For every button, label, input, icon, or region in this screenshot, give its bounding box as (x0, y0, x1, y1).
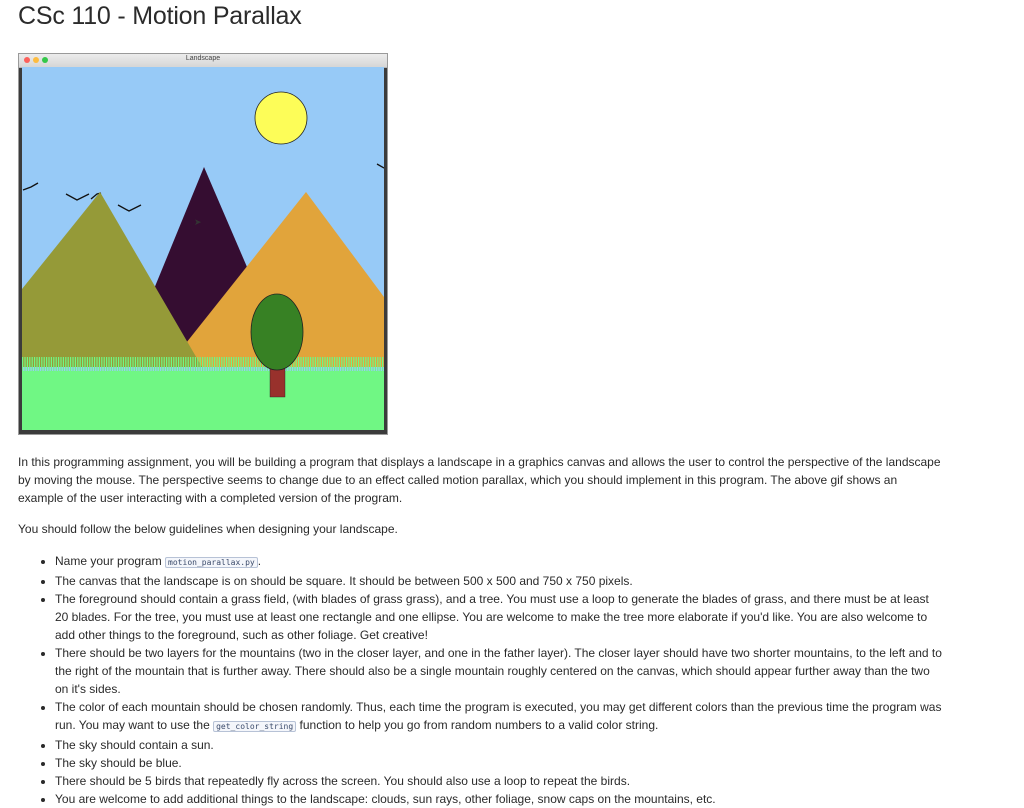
grass-blade (171, 357, 172, 372)
grass-blade (149, 357, 150, 372)
grass-blade (219, 357, 220, 372)
grass-blade (120, 357, 121, 372)
grass-blade (224, 357, 225, 372)
list-item: • The sky should be blue. (55, 754, 943, 772)
grass-blade (116, 357, 117, 372)
grass-blade (190, 357, 191, 372)
grass-blade (315, 357, 316, 372)
grass-blade (142, 357, 143, 372)
grass-blade (228, 357, 229, 372)
grass-blade (243, 357, 244, 372)
grass-blade (173, 357, 174, 372)
grass-field (22, 371, 384, 430)
list-item: • The foreground should contain a grass field, (with blades of grass grass), and a tree. You must use a loop to generate the blades of grass, and there must be at least 20 blades. For the tree, you must use at least one rectangle and one ellipse. You are welcome to make the tree more elaborate if you'd like. You are also welcome to add other things to the foreground, such as other foliage. Get creative! (55, 590, 943, 644)
grass-blade (56, 357, 57, 372)
grass-blade (308, 357, 309, 372)
grass-blade (106, 357, 107, 372)
grass-blade (36, 357, 37, 372)
grass-blade (130, 357, 131, 372)
grass-blade (238, 357, 239, 372)
grass-blade (310, 357, 311, 372)
grass-blade (363, 357, 364, 372)
grass-blade (178, 357, 179, 372)
grass-blade (94, 357, 95, 372)
grass-blade (356, 357, 357, 372)
grass-blade (360, 357, 361, 372)
grass-blade (334, 357, 335, 372)
grass-blade (317, 357, 318, 372)
mouse-cursor-icon: ➤ (194, 217, 202, 227)
grass-blade (128, 357, 129, 372)
grass-blade (365, 357, 366, 372)
grass-blade (231, 357, 232, 372)
grass-blade (46, 357, 47, 372)
list-item (55, 698, 943, 736)
grass-blade (346, 357, 347, 372)
list-item-text: Name your program (55, 554, 166, 568)
grass-blade (92, 357, 93, 372)
guidelines-intro: You should follow the below guidelines when designing your landscape. (18, 522, 398, 536)
grass-blade (63, 357, 64, 372)
grass-blade (39, 357, 40, 372)
grass-blade (118, 357, 119, 372)
assignment-description (18, 453, 943, 808)
grass-blade (250, 357, 251, 372)
grass-blade (65, 357, 66, 372)
window-title: Landscape (185, 55, 221, 62)
grass-blade (339, 357, 340, 372)
grass-blade (140, 357, 141, 372)
grass-blade (322, 357, 323, 372)
grass-blade (113, 357, 114, 372)
grass-blade (180, 357, 181, 372)
list-item: • The sky should contain a sun. (55, 736, 943, 754)
grass-blade (209, 357, 210, 372)
grass-blade (53, 357, 54, 372)
list-item: • The canvas that the landscape is on should be square. It should be between 500 x 500 and 750 x 750 pixels. (55, 572, 943, 590)
grass-blade (32, 357, 33, 372)
sun (255, 92, 307, 144)
grass-blade (216, 357, 217, 372)
grass-blade (200, 357, 201, 372)
grass-blade (132, 357, 133, 372)
grass-blade (123, 357, 124, 372)
list-item-text: . (257, 554, 262, 568)
list-item: • There should be 5 birds that repeatedly fly across the screen. You should also use a loop to repeat the birds. (55, 772, 943, 790)
grass-blade (207, 357, 208, 372)
grass-blade (58, 357, 59, 372)
grass-blade (60, 357, 61, 372)
list-item: • You are welcome to add additional things to the landscape: clouds, sun rays, other foliage, snow caps on the mountains, etc. (55, 790, 943, 808)
grass-blade (144, 357, 145, 372)
grass-blade (137, 357, 138, 372)
grass-blade (305, 357, 306, 372)
grass-blade (348, 357, 349, 372)
landscape-canvas[interactable] (22, 67, 384, 430)
grass-blade (48, 357, 49, 372)
grass-blade (99, 357, 100, 372)
grass-blade (108, 357, 109, 372)
grass-blade (89, 357, 90, 372)
grass-blade (96, 357, 97, 372)
grass-blade (104, 357, 105, 372)
list-item-text: The color of each mountain should be chosen randomly. Thus, each time the program is executed, you may get different colors than the previous time the program was run. You may want to use the (55, 700, 942, 732)
grass-blade (84, 357, 85, 372)
grass-blade (327, 357, 328, 372)
grass-blade (75, 357, 76, 372)
grass-blade (24, 357, 25, 372)
grass-blade (336, 357, 337, 372)
grass-blade (70, 357, 71, 372)
grass-blade (221, 357, 222, 372)
grass-blade (41, 357, 42, 372)
list-item-text: function to help you go from random numbers to a valid color string. (296, 718, 659, 732)
grass-blade (236, 357, 237, 372)
grass-blade (240, 357, 241, 372)
grass-blade (27, 357, 28, 372)
grass-blade (87, 357, 88, 372)
grass-blade (29, 357, 30, 372)
grass-blade (375, 357, 376, 372)
grass-blade (164, 357, 165, 372)
list-item: • There should be two layers for the mountains (two in the closer layer, and one in the father layer). The closer layer should have two shorter mountains, to the left and to the right of the mountain that is further away. There should also be a single mountain roughly centered on the canvas, which should appear further away than the two on it's sides. (55, 644, 943, 698)
grass-blade (204, 357, 205, 372)
grass-blade (135, 357, 136, 372)
grass-blade (34, 357, 35, 372)
grass-blade (358, 357, 359, 372)
grass-blade (161, 357, 162, 372)
grass-blade (156, 357, 157, 372)
grass-blade (188, 357, 189, 372)
grass-blade (303, 357, 304, 372)
grass-blade (152, 357, 153, 372)
function-code: get_color_string (213, 721, 296, 732)
grass-blade (368, 357, 369, 372)
grass-blade (185, 357, 186, 372)
grass-blade (351, 357, 352, 372)
grass-blade (248, 357, 249, 372)
grass-blade (101, 357, 102, 372)
grass-blade (159, 357, 160, 372)
grass-blade (300, 357, 301, 372)
guidelines-list (18, 552, 943, 808)
grass-blade (353, 357, 354, 372)
grass-blade (111, 357, 112, 372)
grass-blade (226, 357, 227, 372)
grass-blade (380, 357, 381, 372)
grass-blade (377, 357, 378, 372)
grass-blade (154, 357, 155, 372)
grass-blade (51, 357, 52, 372)
window-titlebar[interactable] (19, 54, 387, 68)
grass-blade (72, 357, 73, 372)
grass-blade (168, 357, 169, 372)
grass-blade (312, 357, 313, 372)
grass-blade (68, 357, 69, 372)
grass-blade (212, 357, 213, 372)
grass-blade (298, 357, 299, 372)
grass-blade (233, 357, 234, 372)
grass-blade (166, 357, 167, 372)
grass-blade (147, 357, 148, 372)
grass-blade (382, 357, 383, 372)
grass-blade (255, 357, 256, 372)
tree-top (251, 294, 303, 370)
intro-paragraph: In this programming assignment, you will be building a program that displays a landscape in a graphics canvas and allows the user to control the perspective of the landscape by moving the mouse. The perspective seems to change due to an effect called motion parallax, which you should implement in this program. The above gif shows an example of the user interacting with a completed version of the program. (18, 455, 941, 505)
grass-blade (125, 357, 126, 372)
page-title: CSc 110 - Motion Parallax (18, 2, 302, 30)
grass-blade (192, 357, 193, 372)
grass-blade (22, 357, 23, 372)
landscape-window (18, 53, 388, 435)
grass-blade (245, 357, 246, 372)
grass-blade (257, 357, 258, 372)
grass-blade (195, 357, 196, 372)
grass-blade (329, 357, 330, 372)
grass-blade (183, 357, 184, 372)
grass-blade (176, 357, 177, 372)
grass-blade (332, 357, 333, 372)
grass-blade (320, 357, 321, 372)
grass-blade (82, 357, 83, 372)
list-item (55, 552, 943, 572)
grass-blade (341, 357, 342, 372)
grass-blade (80, 357, 81, 372)
grass-blade (202, 357, 203, 372)
grass-blade (324, 357, 325, 372)
grass-blade (344, 357, 345, 372)
filename-code: motion_parallax.py (165, 557, 258, 568)
grass-blade (370, 357, 371, 372)
grass-blade (214, 357, 215, 372)
grass-blade (252, 357, 253, 372)
grass-blade (44, 357, 45, 372)
grass-blade (77, 357, 78, 372)
grass-blade (372, 357, 373, 372)
grass-blade (197, 357, 198, 372)
grass-blade (296, 357, 297, 372)
